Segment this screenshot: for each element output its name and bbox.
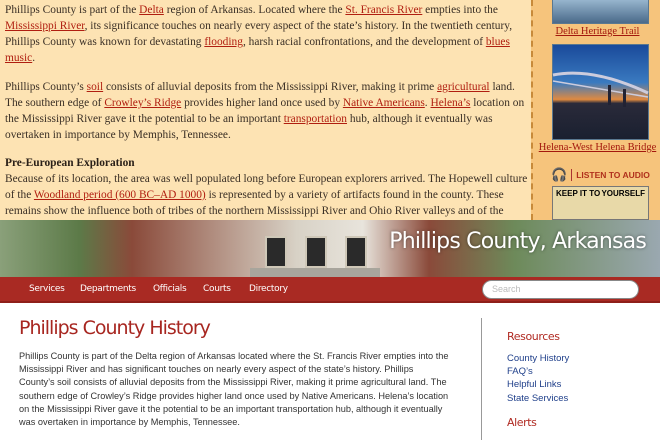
link-helpful-links[interactable]: Helpful Links: [507, 379, 562, 391]
content-area: [0, 304, 660, 440]
section-heading: Pre-European Exploration: [5, 157, 135, 169]
article-text: hub, although it eventually was overtaken in importance by Memphis, Tennessee.: [5, 113, 493, 141]
courthouse-door: [265, 236, 287, 268]
resources-heading: Resources: [507, 330, 560, 343]
link-county-history[interactable]: County History: [507, 353, 570, 364]
bridge-image[interactable]: [552, 44, 649, 140]
article-link[interactable]: agricultural: [437, 81, 490, 93]
courthouse-door: [305, 236, 327, 268]
article-link[interactable]: St. Francis River: [345, 4, 423, 16]
album-text-right: YOURSELF: [601, 189, 645, 198]
headphones-icon: 🎧: [551, 167, 568, 182]
article-link[interactable]: blues music: [5, 36, 510, 64]
article-text: region of Arkansas. Located where the: [163, 4, 346, 16]
text-line: was overtaken in importance by Memphis, Tennessee.: [19, 417, 240, 428]
text-line: County’s soil consists of alluvial deposits from the Mississippi River, making it prime agricultural land. The: [19, 377, 447, 388]
album-cover[interactable]: [552, 186, 649, 220]
article-text: Phillips County is part of the: [5, 4, 140, 16]
article-text: is represented by a variety of artifacts found in the county. These remains show the influence both of tribes of the northern Mississippi River and Ohio River valleys and of the: [5, 189, 504, 217]
audio-label: LISTEN TO AUDIO: [576, 170, 650, 180]
delta-trail-caption[interactable]: Delta Heritage Trail: [555, 26, 640, 37]
article-link[interactable]: Helena’s: [430, 97, 471, 109]
encyclopedia-article-screenshot: [0, 0, 660, 220]
nav-officials[interactable]: Officials: [153, 284, 187, 294]
article-text: consists of alluvial deposits from the Mississippi River, making it prime: [103, 81, 438, 93]
article-link[interactable]: Native Americans: [342, 97, 425, 109]
text-line: Mississippi River and has significant touches on nearly every aspect of the state’s history. Phillips: [19, 364, 414, 375]
column-divider: [481, 318, 482, 440]
nav-services[interactable]: Services: [29, 284, 65, 294]
history-text: [19, 350, 448, 429]
link-state-services[interactable]: State Services: [507, 392, 569, 404]
bridge-caption[interactable]: Helena-West Helena Bridge: [538, 142, 657, 153]
courthouse-door: [345, 236, 367, 268]
article-text: .: [424, 97, 431, 109]
article-text: land. The southern edge of: [5, 81, 515, 109]
article-text: provides higher land once used by: [181, 97, 343, 109]
article-link[interactable]: Mississippi River: [5, 20, 85, 32]
resources-links: [507, 352, 569, 405]
nav-departments[interactable]: Departments: [80, 284, 136, 294]
article-link[interactable]: soil: [86, 81, 104, 93]
link-faqs[interactable]: FAQ’s: [507, 366, 533, 378]
article-text: Because of its location, the area was well populated long before European explorers arrived. The Hopewell culture of the: [5, 173, 528, 201]
nav-directory[interactable]: Directory: [249, 284, 288, 294]
article-link[interactable]: Delta: [139, 4, 164, 16]
article-text: , its significance touches on nearly every aspect of the state’s history. In the twentieth century, Phillips County was known for devastating: [5, 20, 513, 48]
article-text: location on the Mississippi River gave it the potential to be an important: [5, 97, 525, 125]
media-sidebar: [531, 0, 660, 220]
album-text-left: KEEP IT TO: [556, 189, 601, 198]
article-text: Phillips County’s: [5, 81, 87, 93]
article-link[interactable]: transportation: [283, 113, 347, 125]
article-link[interactable]: flooding: [204, 36, 243, 48]
site-title: Phillips County, Arkansas: [389, 229, 646, 254]
article-text: , harsh racial confrontations, and the development of: [242, 36, 486, 48]
nav-courts[interactable]: Courts: [203, 284, 231, 294]
main-nav: [0, 277, 660, 303]
article-text: empties into the: [422, 4, 498, 16]
text-line: on the Mississippi River gave it the potential to be an important transportation hub, although it eventually: [19, 403, 443, 414]
article-paragraph: [5, 79, 531, 143]
alerts-heading: Alerts: [507, 416, 537, 429]
listen-to-audio[interactable]: [551, 167, 650, 183]
article-link[interactable]: Woodland period (600 BC–AD 1000): [33, 189, 206, 201]
article-link[interactable]: Crowley’s Ridge: [104, 97, 182, 109]
courthouse-steps: [250, 268, 380, 277]
article-text: .: [32, 52, 36, 64]
text-line: Phillips County is part of the Delta region of Arkansas located where the St. Francis River empties into the: [19, 351, 449, 361]
delta-trail-image[interactable]: [552, 0, 649, 24]
text-line: southern edge of Crowley’s Ridge provides higher land once used by Native Americans. Helena’s location: [19, 390, 449, 401]
county-banner: [0, 220, 660, 277]
bridge-icon: [553, 45, 648, 139]
page-title: Phillips County History: [19, 317, 210, 339]
search-input[interactable]: Search: [482, 280, 639, 299]
article-paragraph: [5, 2, 531, 66]
